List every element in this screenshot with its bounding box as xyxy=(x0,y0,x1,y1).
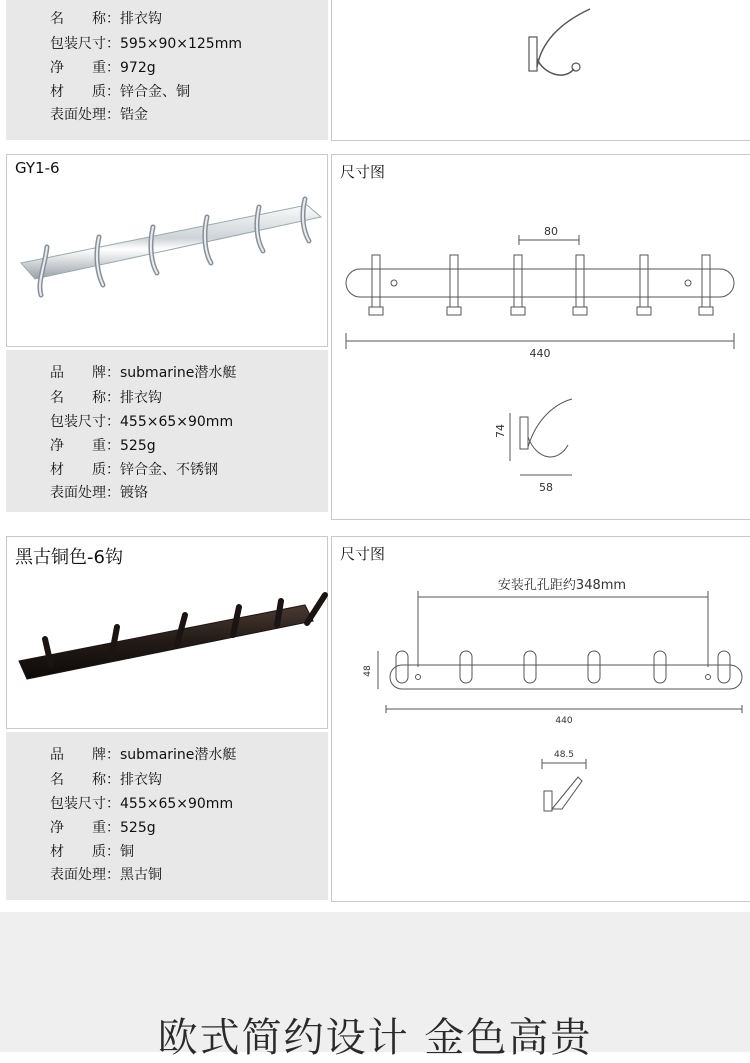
model-label: GY1-6 xyxy=(15,159,60,177)
hook-side-drawing xyxy=(332,0,750,142)
dim-label-width: 58 xyxy=(539,481,553,494)
spec-row: 品 牌：submarine潜水艇 xyxy=(50,747,237,763)
dim-label-height: 48 xyxy=(363,665,373,677)
dim-label-440: 440 xyxy=(555,716,573,726)
spec-row: 包装尺寸：595×90×125mm xyxy=(50,36,242,52)
spec-row: 材 质：铜 xyxy=(50,844,134,860)
spec-row: 名 称：排衣钩 xyxy=(50,772,162,788)
dim-label-width: 48.5 xyxy=(553,750,575,760)
spec-row: 表面处理：镀铬 xyxy=(50,485,148,501)
spec-row: 品 牌：submarine潜水艇 xyxy=(50,365,237,381)
spec-row: 包装尺寸：455×65×90mm xyxy=(50,414,234,430)
spec-panel-2 xyxy=(6,732,328,900)
spec-panel-top xyxy=(6,0,328,140)
dim-label-hole-distance: 安装孔孔距约348mm xyxy=(497,578,627,593)
dim-label-height: 74 xyxy=(494,424,507,438)
chrome-hook-rack-image xyxy=(7,155,329,348)
spec-row: 名 称：排衣钩 xyxy=(50,11,162,27)
dimension-panel-2 xyxy=(331,536,750,902)
dimension-drawing-2 xyxy=(332,537,750,903)
spec-row: 净 重：972g xyxy=(50,60,156,76)
spec-row: 材 质：锌合金、铜 xyxy=(50,84,190,100)
product-photo-panel-2 xyxy=(6,536,328,729)
dimension-drawing-1 xyxy=(332,155,750,521)
dimension-panel-top xyxy=(331,0,750,141)
spec-row: 净 重：525g xyxy=(50,438,156,454)
spec-row: 表面处理：锆金 xyxy=(50,107,148,123)
product-photo-panel-1 xyxy=(6,154,328,347)
dim-label-80: 80 xyxy=(544,225,558,238)
spec-panel-1 xyxy=(6,350,328,512)
black-bronze-hook-rack-image xyxy=(7,537,329,730)
dimension-panel-1 xyxy=(331,154,750,520)
model-label: 黑古铜色-6钩 xyxy=(15,547,123,568)
dimension-title: 尺寸图 xyxy=(340,545,386,563)
spec-row: 净 重：525g xyxy=(50,820,156,836)
banner-title: 欧式简约设计 金色高贵 xyxy=(157,1015,593,1061)
dimension-title: 尺寸图 xyxy=(340,163,386,181)
dim-label-440: 440 xyxy=(529,347,551,360)
spec-row: 包装尺寸：455×65×90mm xyxy=(50,796,234,812)
spec-row: 表面处理：黑古铜 xyxy=(50,867,162,883)
spec-row: 材 质：锌合金、不锈钢 xyxy=(50,462,218,478)
spec-row: 名 称：排衣钩 xyxy=(50,390,162,406)
